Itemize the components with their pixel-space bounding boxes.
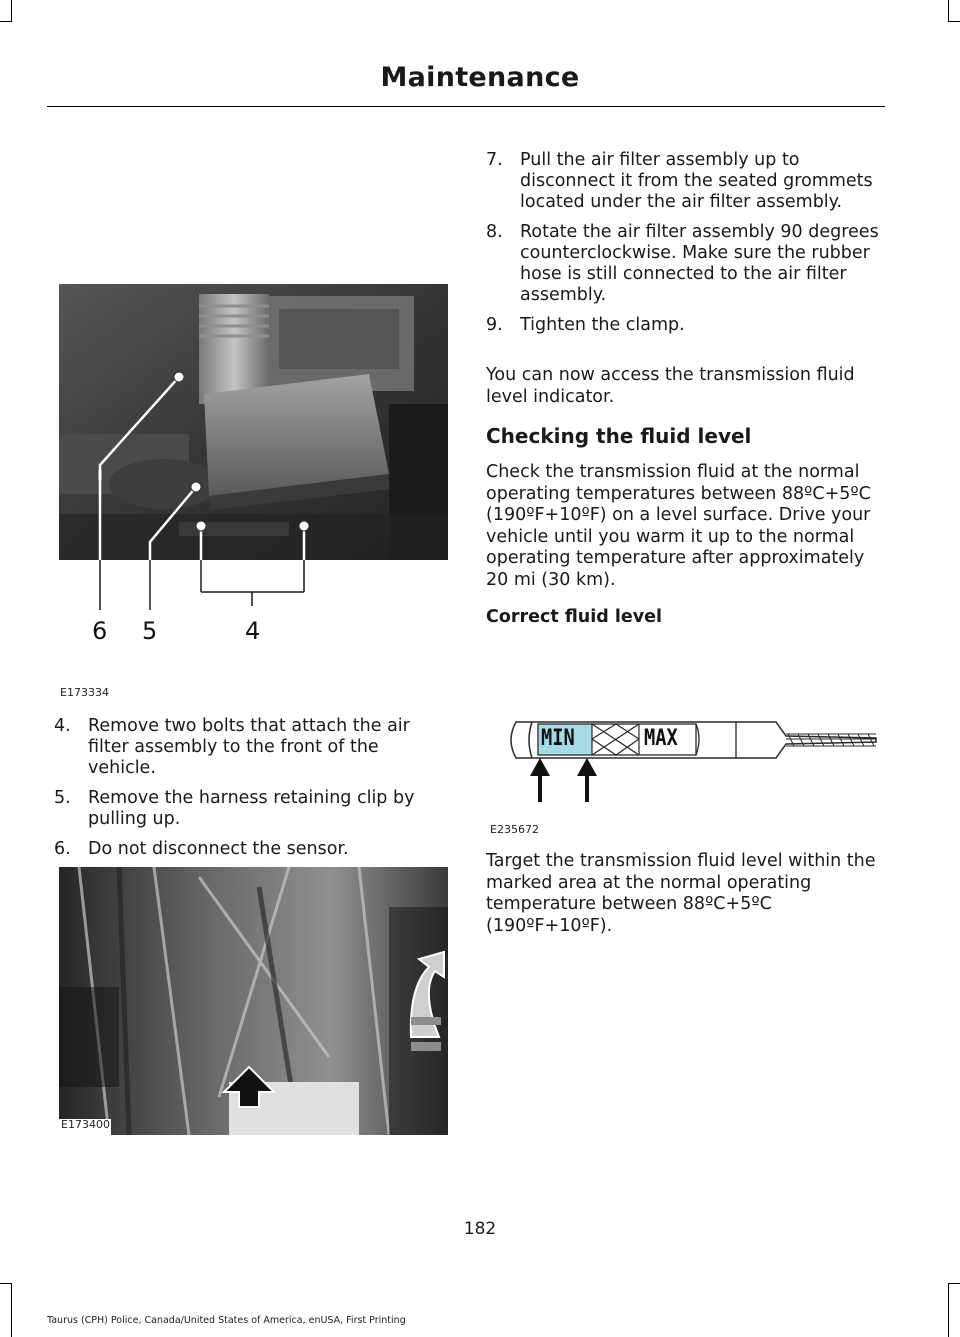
list-item: 4. Remove two bolts that attach the air filter assembly to the front of the vehicle. bbox=[54, 716, 410, 778]
crop-mark bbox=[11, 1283, 12, 1337]
subheading: Correct fluid level bbox=[486, 607, 663, 627]
callout-5: 5 bbox=[142, 617, 158, 645]
list-item: 9. Tighten the clamp. bbox=[486, 315, 685, 335]
figure-id-underside: E173400 bbox=[61, 1118, 110, 1131]
page-number: 182 bbox=[463, 1219, 497, 1239]
check-paragraph: Check the transmission fluid at the normal operating temperatures between 88ºC+5ºC (190ºF+10ºF) on a level surface. Drive your vehicle until you warm it up to the normal operating temperature after approximately 20 mi (30 km). bbox=[486, 462, 871, 590]
list-item: 6. Do not disconnect the sensor. bbox=[54, 839, 349, 859]
list-item: 7. Pull the air filter assembly up to disconnect it from the seated grommets located under the air filter assembly. bbox=[486, 150, 873, 212]
dipstick-figure bbox=[486, 712, 886, 812]
figure-id-engine: E173334 bbox=[60, 686, 109, 699]
crop-mark bbox=[11, 0, 12, 22]
underside-figure bbox=[59, 867, 448, 1135]
access-paragraph: You can now access the transmission fluid level indicator. bbox=[486, 365, 855, 407]
crop-mark bbox=[948, 21, 960, 22]
list-item: 8. Rotate the air filter assembly 90 degrees counterclockwise. Make sure the rubber hose is still connected to the air filter assembly. bbox=[486, 222, 879, 305]
steps-right-list bbox=[486, 150, 884, 345]
max-label: MAX bbox=[644, 726, 678, 751]
footer-text: Taurus (CPH) Police, Canada/United States of America, enUSA, First Printing bbox=[47, 1315, 406, 1326]
crop-mark bbox=[0, 1283, 12, 1284]
underside-photo bbox=[59, 867, 448, 1135]
callout-6: 6 bbox=[92, 617, 108, 645]
section-heading: Checking the fluid level bbox=[486, 424, 752, 448]
crop-mark bbox=[948, 0, 949, 22]
target-paragraph: Target the transmission fluid level within the marked area at the normal operating temperature between 88ºC+5ºC (190ºF+10ºF). bbox=[486, 851, 876, 936]
steps-left-list bbox=[54, 716, 440, 869]
header-rule bbox=[47, 106, 885, 107]
callout-lines bbox=[40, 360, 460, 660]
min-label: MIN bbox=[541, 726, 575, 751]
crop-mark bbox=[0, 21, 12, 22]
callout-4: 4 bbox=[245, 617, 261, 645]
crop-mark bbox=[948, 1283, 949, 1337]
list-item: 5. Remove the harness retaining clip by pulling up. bbox=[54, 788, 415, 829]
crop-mark bbox=[948, 1283, 960, 1284]
figure-id-dipstick: E235672 bbox=[490, 823, 539, 836]
page-title: Maintenance bbox=[380, 62, 580, 93]
